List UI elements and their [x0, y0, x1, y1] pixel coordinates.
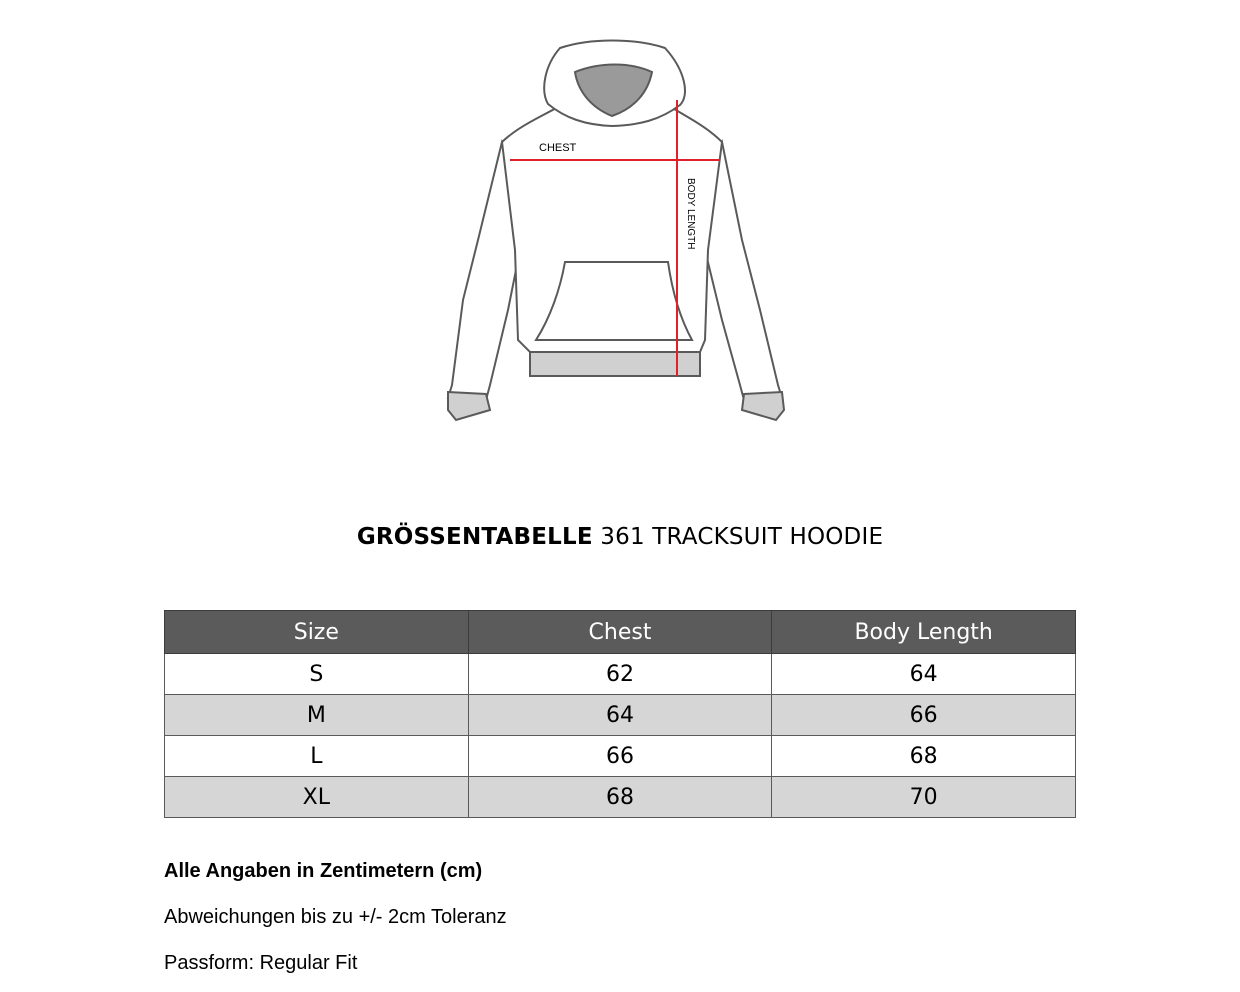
body-length-cell: 70 — [772, 777, 1076, 818]
header-body-length: Body Length — [772, 611, 1076, 654]
table-row — [165, 695, 1076, 736]
size-cell: XL — [165, 777, 469, 818]
chest-cell: 68 — [468, 777, 772, 818]
chest-label: CHEST — [539, 142, 577, 154]
size-table — [164, 610, 1076, 818]
left-cuff — [448, 392, 490, 420]
header-size: Size — [165, 611, 469, 654]
hoodie-illustration — [380, 30, 860, 510]
body-length-cell: 66 — [772, 695, 1076, 736]
body-length-cell: 68 — [772, 736, 1076, 777]
size-cell: L — [165, 736, 469, 777]
chest-cell: 62 — [468, 654, 772, 695]
size-cell: S — [165, 654, 469, 695]
chest-cell: 66 — [468, 736, 772, 777]
page-title — [0, 524, 1240, 550]
title-rest: 361 TRACKSUIT HOODIE — [600, 524, 884, 550]
fit-note: Passform: Regular Fit — [164, 952, 358, 974]
table-row — [165, 777, 1076, 818]
table-row — [165, 654, 1076, 695]
body-length-cell: 64 — [772, 654, 1076, 695]
tolerance-note: Abweichungen bis zu +/- 2cm Toleranz — [164, 906, 507, 928]
table-row — [165, 736, 1076, 777]
size-cell: M — [165, 695, 469, 736]
body-length-label: BODY LENGTH — [685, 178, 696, 250]
table-header-row — [165, 611, 1076, 654]
title-bold: GRÖSSENTABELLE — [356, 524, 593, 550]
waistband — [530, 352, 700, 376]
header-chest: Chest — [468, 611, 772, 654]
units-note: Alle Angaben in Zentimetern (cm) — [164, 860, 483, 882]
right-cuff — [742, 392, 784, 420]
chest-cell: 64 — [468, 695, 772, 736]
